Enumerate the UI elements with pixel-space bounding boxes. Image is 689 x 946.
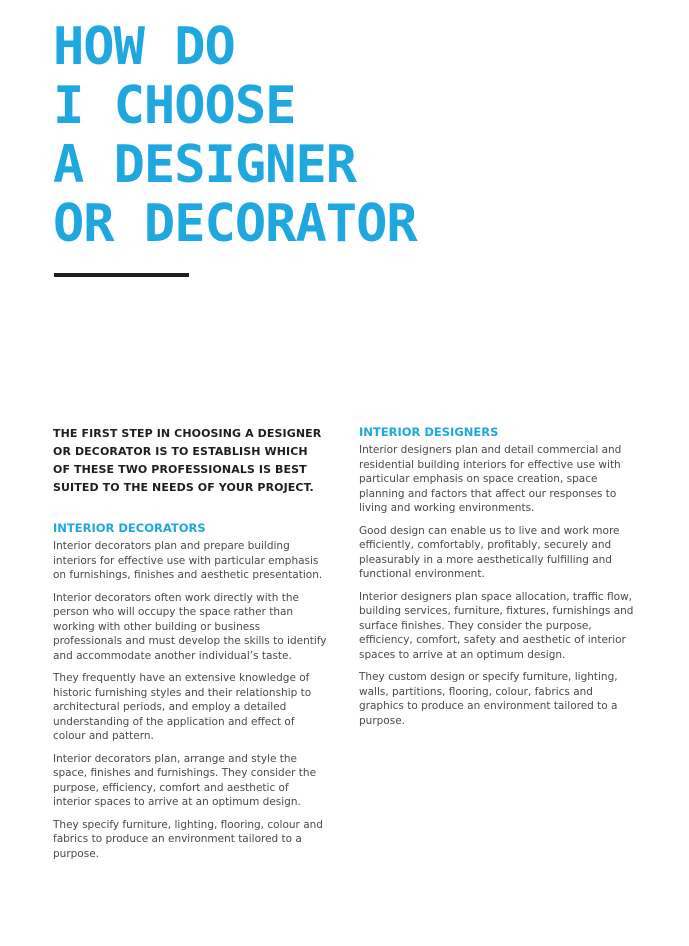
page-title [53, 18, 417, 254]
left-column [53, 425, 328, 869]
right-column [359, 425, 634, 736]
intro-statement: THE FIRST STEP IN CHOOSING A DESIGNER OR DECORATOR IS TO ESTABLISH WHICH OF THESE TWO PROFESSIONALS IS BEST SUITED TO THE NEEDS OF YOUR PROJECT. [53, 427, 322, 494]
title-line-2: I CHOOSE [53, 76, 296, 136]
designers-paragraph: They custom design or specify furniture, lighting, walls, partitions, flooring, colour, fabrics and graphics to produce an environment tailored to a purpose. [359, 671, 618, 727]
decorators-paragraph: They frequently have an extensive knowledge of historic furnishing styles and their relationship to architectural periods, and employ a detailed understanding of the application and effect of colour and pattern. [53, 672, 312, 742]
decorators-paragraph: Interior decorators plan, arrange and style the space, finishes and furnishings. They consider the purpose, efficiency, comfort and aesthetic of interior spaces to arrive at an optimum design. [53, 752, 317, 808]
decorators-paragraph: Interior decorators plan and prepare building interiors for effective use with particular emphasis on furnishings, finishes and aesthetic presentation. [53, 540, 323, 581]
designers-paragraph: Interior designers plan and detail commercial and residential building interiors for effective use with particular emphasis on space creation, space planning and factors that affect our responses to living and working environments. [359, 444, 622, 514]
designers-heading: INTERIOR DESIGNERS [359, 425, 499, 439]
decorators-paragraph: They specify furniture, lighting, flooring, colour and fabrics to produce an environment tailored to a purpose. [53, 818, 323, 860]
title-line-3: A DESIGNER [53, 135, 357, 195]
decorators-heading: INTERIOR DECORATORS [53, 521, 206, 535]
title-underline-divider [54, 273, 189, 277]
decorators-paragraph: Interior decorators often work directly with the person who will occupy the space rather than working with other building or business professionals and must develop the skills to identify and accommodate another individual’s taste. [53, 591, 327, 662]
designers-paragraph: Good design can enable us to live and work more efficiently, comfortably, profitably, securely and pleasurably in a more aesthetically fulfilling and functional environment. [359, 524, 620, 580]
designers-paragraph: Interior designers plan space allocation, traffic flow, building services, furniture, fixtures, furnishings and surface finishes. They consider the purpose, efficiency, comfort, safety and aesthetic of interior spaces to arrive at an optimum design. [359, 590, 634, 661]
title-line-4: OR DECORATOR [53, 194, 417, 254]
title-line-1: HOW DO [53, 17, 235, 77]
